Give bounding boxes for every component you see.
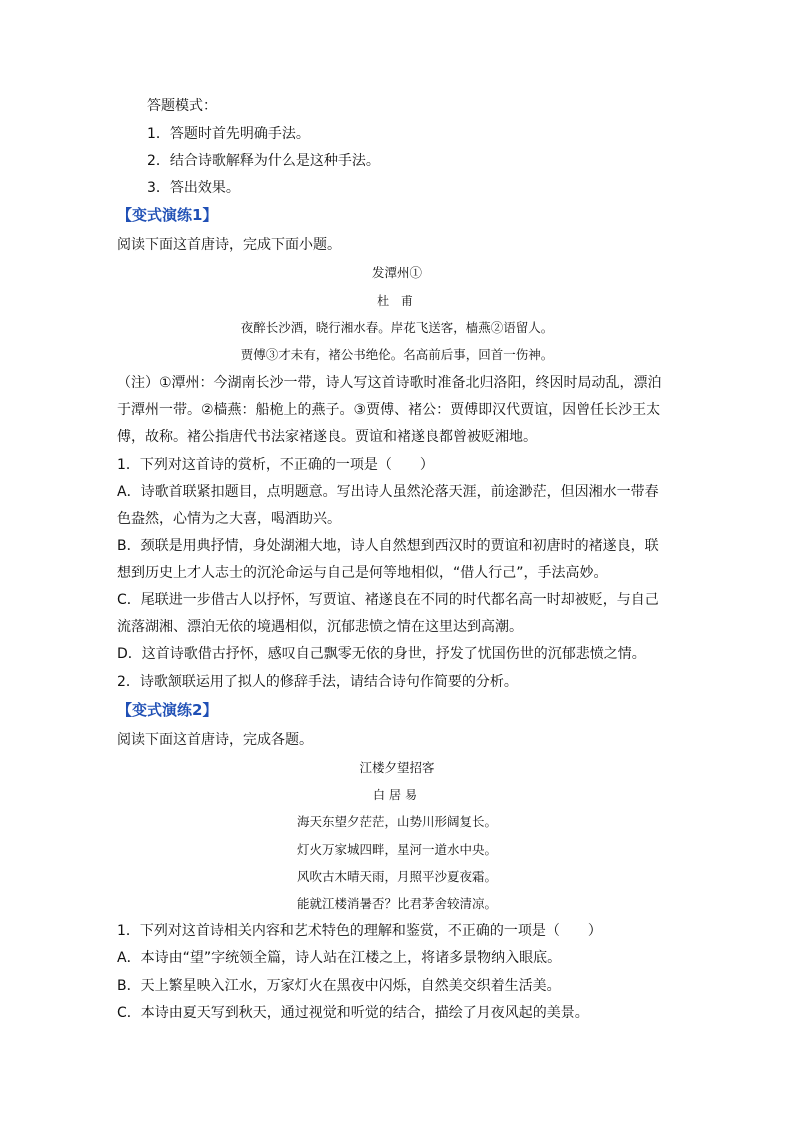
section2-poem-line: 能就江楼消暑否？比君茅舍较清凉。 bbox=[296, 896, 497, 911]
answer-mode-step: 1．答题时首先明确手法。 bbox=[147, 126, 310, 142]
section1-poem-line: 夜醉长沙酒，晓行湘水春。岸花飞送客，樯燕②语留人。 bbox=[240, 320, 554, 335]
section2-poem-author: 白居易 bbox=[372, 788, 421, 802]
section1-option-a-cont: 色盎然，心情为之大喜，喝酒助兴。 bbox=[117, 511, 341, 527]
section2-heading: 【变式演练2】 bbox=[117, 701, 218, 719]
section1-poem-title: 发潭州① bbox=[371, 265, 422, 280]
section2-poem-line: 灯火万家城四畔，星河一道水中央。 bbox=[296, 842, 497, 857]
section2-poem-line: 风吹古木晴天雨，月照平沙夏夜霜。 bbox=[296, 869, 497, 884]
section2-instruction: 阅读下面这首唐诗，完成各题。 bbox=[117, 732, 313, 748]
answer-mode-step: 2．结合诗歌解释为什么是这种手法。 bbox=[147, 153, 380, 169]
answer-mode-step: 3．答出效果。 bbox=[147, 180, 240, 196]
section2-question1: 1．下列对这首诗相关内容和艺术特色的理解和鉴赏，不正确的一项是（ ） bbox=[117, 923, 602, 939]
section1-poem-author: 杜 甫 bbox=[377, 294, 417, 308]
section1-question1: 1．下列对这首诗的赏析，不正确的一项是（ ） bbox=[117, 457, 434, 473]
section1-option-d: D．这首诗歌借古抒怀，感叹自己飘零无依的身世，抒发了忧国伤世的沉郁悲愤之情。 bbox=[117, 646, 646, 662]
section1-option-a: A．诗歌首联紧扣题目，点明题意。写出诗人虽然沦落天涯，前途渺茫，但因湘水一带春 bbox=[117, 484, 659, 500]
section1-option-c-cont: 流落湖湘、漂泊无依的境遇相似，沉郁悲愤之情在这里达到高潮。 bbox=[117, 619, 523, 635]
section1-instruction: 阅读下面这首唐诗，完成下面小题。 bbox=[117, 237, 341, 253]
section2-option-c: C．本诗由夏天写到秋天，通过视觉和听觉的结合，描绘了月夜风起的美景。 bbox=[117, 1005, 589, 1021]
section1-option-b-cont: 想到历史上才人志士的沉沦命运与自己是何等地相似，“借人行己”，手法高妙。 bbox=[117, 565, 608, 581]
section1-note: （注）①潭州：今湖南长沙一带，诗人写这首诗歌时准备北归洛阳，终因时局动乱，漂泊 bbox=[117, 375, 662, 391]
section2-poem-line: 海天东望夕茫茫，山势川形阔复长。 bbox=[296, 814, 497, 829]
answer-mode-heading: 答题模式： bbox=[147, 98, 217, 114]
section2-option-a: A．本诗由“望”字统领全篇，诗人站在江楼之上，将诸多景物纳入眼底。 bbox=[117, 950, 562, 966]
section2-poem-title: 江楼夕望招客 bbox=[359, 760, 435, 775]
section2-option-b: B．天上繁星映入江水，万家灯火在黑夜中闪烁，自然美交织着生活美。 bbox=[117, 978, 561, 994]
section1-note: 于潭州一带。②樯燕：船桅上的燕子。③贾傅、褚公：贾傅即汉代贾谊，因曾任长沙王太 bbox=[117, 402, 661, 418]
section1-heading: 【变式演练1】 bbox=[117, 206, 218, 224]
section1-question2: 2．诗歌颔联运用了拟人的修辞手法，请结合诗句作简要的分析。 bbox=[117, 674, 518, 690]
section1-poem-line: 贾傅③才未有，褚公书绝伦。名高前后事，回首一伤神。 bbox=[240, 347, 554, 362]
section1-option-c: C．尾联进一步借古人以抒怀，写贾谊、褚遂良在不同的时代都名高一时却被贬，与自己 bbox=[117, 592, 659, 608]
section1-note: 傅，故称。褚公指唐代书法家褚遂良。贾谊和褚遂良都曾被贬湘地。 bbox=[117, 429, 537, 445]
section1-option-b: B．颈联是用典抒情，身处湖湘大地，诗人自然想到西汉时的贾谊和初唐时的褚遂良，联 bbox=[117, 538, 659, 554]
